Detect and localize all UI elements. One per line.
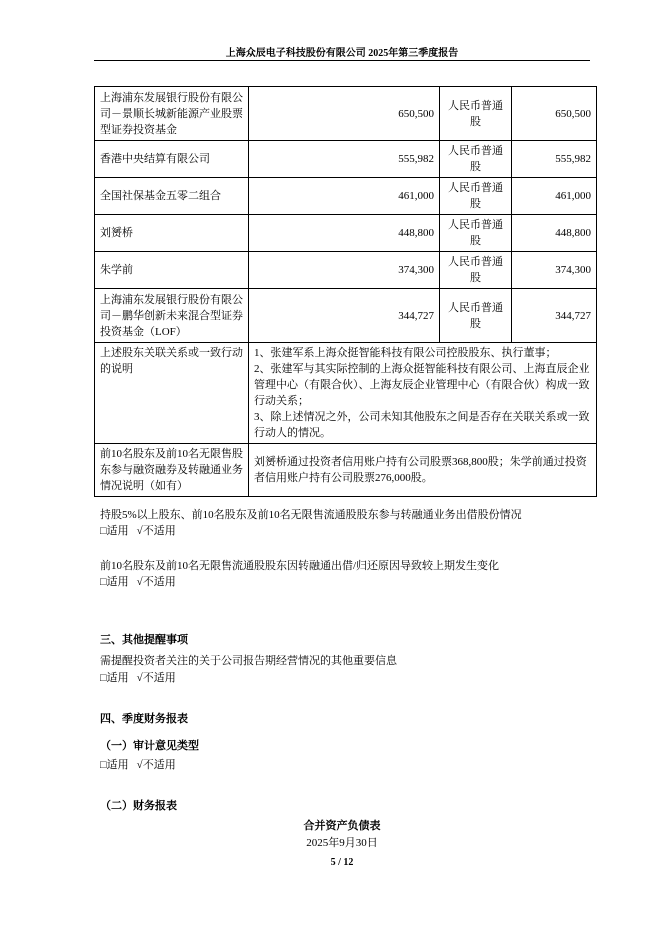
class-quantity: 374,300 [512, 252, 597, 289]
section3-check [100, 670, 600, 686]
applicable-option: □适用 [100, 576, 129, 588]
change-title: 前10名股东及前10名无限售流通股股东因转融通出借/归还原因导致较上期发生变化 [100, 560, 500, 572]
related-line: 3、除上述情况之外，公司未知其他股东之间是否存在关联关系或一致行动人的情况。 [254, 411, 590, 439]
applicable-option: □适用 [100, 672, 129, 684]
margin-trading-label: 前10名股东及前10名无限售股东参与融资融券及转融通业务情况说明（如有） [95, 444, 249, 497]
audit-opinion-check [100, 757, 600, 773]
holder-quantity: 650,500 [249, 87, 440, 141]
table-row [95, 215, 597, 252]
table-row [95, 444, 597, 497]
class-quantity: 650,500 [512, 87, 597, 141]
table-row [95, 289, 597, 343]
share-class: 人民币普通股 [440, 87, 512, 141]
holder-name: 香港中央结算有限公司 [95, 141, 249, 178]
holder-name: 上海浦东发展银行股份有限公司－鹏华创新未来混合型证券投资基金（LOF） [95, 289, 249, 343]
share-class: 人民币普通股 [440, 289, 512, 343]
audit-opinion-title: （一）审计意见类型 [100, 740, 199, 752]
page-number: 5 / 12 [330, 857, 354, 868]
table-row [95, 141, 597, 178]
financial-statements-title: （二）财务报表 [100, 800, 177, 812]
section3-title: 三、其他提醒事项 [100, 634, 188, 646]
lending-title: 持股5%以上股东、前10名股东及前10名无限售流通股股东参与转融通业务出借股份情况 [100, 509, 522, 521]
header-divider [94, 60, 590, 61]
holder-name: 全国社保基金五零二组合 [95, 178, 249, 215]
holder-name: 上海浦东发展银行股份有限公司－景顺长城新能源产业股票型证券投资基金 [95, 87, 249, 141]
class-quantity: 461,000 [512, 178, 597, 215]
shareholders-table [94, 86, 597, 497]
table-row [95, 343, 597, 444]
related-parties-label: 上述股东关联关系或一致行动的说明 [95, 343, 249, 444]
share-class: 人民币普通股 [440, 215, 512, 252]
holder-quantity: 461,000 [249, 178, 440, 215]
applicable-option: □适用 [100, 525, 129, 537]
holder-quantity: 344,727 [249, 289, 440, 343]
table-row [95, 178, 597, 215]
table-row [95, 87, 597, 141]
change-check [100, 574, 600, 590]
applicable-option: □适用 [100, 759, 129, 771]
class-quantity: 344,727 [512, 289, 597, 343]
section3-desc: 需提醒投资者关注的关于公司报告期经营情况的其他重要信息 [100, 655, 397, 667]
holder-quantity: 448,800 [249, 215, 440, 252]
holder-name: 刘赟桥 [95, 215, 249, 252]
margin-trading-text: 刘赟桥通过投资者信用账户持有公司股票368,800股；朱学前通过投资者信用账户持有公司股票276,000股。 [249, 444, 597, 497]
related-parties-text [249, 343, 597, 444]
report-header-title: 上海众辰电子科技股份有限公司 2025年第三季度报告 [225, 48, 459, 59]
lending-check [100, 523, 600, 539]
holder-quantity: 374,300 [249, 252, 440, 289]
section4-title: 四、季度财务报表 [100, 713, 188, 725]
not-applicable-option: √不适用 [136, 525, 176, 537]
related-line: 1、张建军系上海众挺智能科技有限公司控股股东、执行董事； [254, 347, 557, 359]
class-quantity: 555,982 [512, 141, 597, 178]
balance-sheet-date: 2025年9月30日 [306, 837, 378, 849]
not-applicable-option: √不适用 [136, 672, 176, 684]
balance-sheet-title: 合并资产负债表 [303, 820, 381, 832]
table-row [95, 252, 597, 289]
share-class: 人民币普通股 [440, 252, 512, 289]
holder-quantity: 555,982 [249, 141, 440, 178]
holder-name: 朱学前 [95, 252, 249, 289]
related-line: 2、张建军与其实际控制的上海众挺智能科技有限公司、上海直辰企业管理中心（有限合伙）、上海友辰企业管理中心（有限合伙）构成一致行动关系； [254, 363, 590, 407]
class-quantity: 448,800 [512, 215, 597, 252]
not-applicable-option: √不适用 [136, 759, 176, 771]
share-class: 人民币普通股 [440, 141, 512, 178]
not-applicable-option: √不适用 [136, 576, 176, 588]
share-class: 人民币普通股 [440, 178, 512, 215]
